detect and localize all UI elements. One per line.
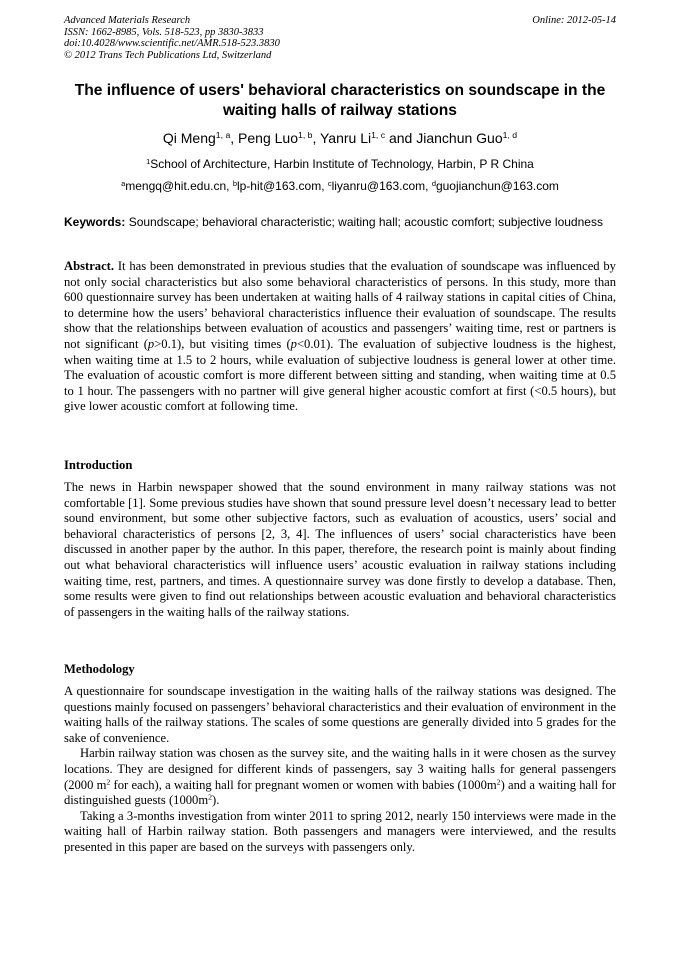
journal-header (64, 15, 616, 61)
email-list (64, 179, 616, 194)
introduction-heading: Introduction (64, 458, 133, 472)
doi-line: doi:10.4028/www.scientific.net/AMR.518-523.3830 (64, 38, 280, 49)
abstract-text-part2: >0.1), but visiting times ( (154, 336, 291, 351)
methodology-p2-c: ) and a waiting hall for distinguished guests (1000m (64, 777, 616, 808)
author-name: Peng Luo (238, 130, 298, 146)
author-affil-marker: 1, a (215, 130, 231, 141)
email-marker: c (327, 178, 332, 188)
p-symbol: p (290, 336, 297, 351)
squared-marker: 2 (208, 792, 213, 802)
affiliation-marker: 1 (146, 156, 151, 166)
author-affil-marker: 1, b (298, 130, 313, 141)
abstract-label: Abstract. (64, 259, 115, 273)
author-list (64, 129, 616, 147)
author-name: Qi Meng (162, 130, 216, 146)
introduction-paragraph: The news in Harbin newspaper showed that the sound environment in many railway stations was not comfortable [1]. Some previous studies have shown that sound pressure level doesn’t necessary lead to better sound environment, but some other subjective factors, such as evaluation of acoustics, users’ social and behavioral characteristics of persons [2, 3, 4]. The influences of users’ social characteristics have been discussed in another paper by the author. In this paper, therefore, the research point is mainly about finding out what behavioral characteristics will influence users’ acoustic evaluation in railway stations including waiting time, rest, partners, and times. A questionnaire survey was done firstly to develop a database. Then, some results were given to find out relationships between acoustic evaluation and behavioral characteristics of passengers in the waiting halls of the railway stations. (64, 480, 616, 619)
email-marker: b (232, 178, 237, 188)
email-separator: , (226, 179, 233, 193)
author-separator: , (312, 130, 320, 146)
paper-title: The influence of users' behavioral characteristics on soundscape in the waiting halls of railway stations (74, 82, 606, 119)
journal-name: Advanced Materials Research (64, 15, 191, 26)
email-separator: , (425, 179, 432, 193)
author-affil-marker: 1, d (502, 130, 518, 141)
abstract-text-part3: <0.01). The evaluation of subjective loudness is the highest, when waiting time at 1.5 to 2 hours, while evaluation of subjective loudness is general lower at other time. The evaluation of acoustic comfort is more different between sitting and standing, when waiting time at 0.5 to 1 hour. The passengers with no partner will give general higher acoustic comfort at first (<0.5 hours), but give lower acoustic comfort at following time. (64, 336, 616, 414)
email-address: lp-hit@163.com (236, 179, 322, 193)
keywords (64, 215, 616, 230)
author-name: Yanru Li (320, 130, 372, 146)
email-marker: a (121, 178, 126, 188)
author-separator: , (230, 130, 239, 146)
methodology-heading: Methodology (64, 662, 135, 676)
abstract (64, 259, 616, 415)
email-marker: d (431, 178, 436, 188)
squared-marker: 2 (496, 777, 501, 787)
methodology-paragraph-3: Taking a 3-months investigation from winter 2011 to spring 2012, nearly 150 interviews were made in the waiting hall of Harbin railway station. Both passengers and managers were interviewed, and the results presented in this paper are based on the surveys with passengers only. (64, 808, 616, 854)
methodology-p2-a: Harbin railway station was chosen as the survey site, and the waiting halls in it were chosen as the survey locations. They are designed for different kinds of passengers, say 3 waiting halls for general passengers (2000 m (64, 746, 616, 792)
keywords-label: Keywords: (64, 215, 126, 229)
methodology-body (64, 684, 616, 856)
squared-marker: 2 (106, 777, 111, 787)
abstract-text-part1: It has been demonstrated in previous studies that the evaluation of soundscape was influenced by not only social characteristics but also some behavioral characteristics of persons. In this study, more than 600 questionnaire survey has been undertaken at waiting halls of 4 railway stations in capital cities of China, to determine how the users’ behavioral characteristics influence their evaluation of soundscape. The results show that the relationships between evaluation of acoustics and passengers’ waiting time, rest or partners is not significant ( (64, 259, 616, 351)
introduction-body (64, 480, 616, 620)
methodology-paragraph-2 (64, 746, 616, 808)
issn-line: ISSN: 1662-8985, Vols. 518-523, pp 3830-3833 (64, 26, 264, 38)
email-separator: , (321, 179, 328, 193)
email-address: guojianchun@163.com (435, 179, 559, 193)
author-name: Jianchun Guo (416, 130, 503, 146)
affiliation (64, 157, 616, 172)
methodology-p2-d: ). (212, 793, 220, 808)
author-separator: and (385, 130, 417, 146)
keywords-text: Soundscape; behavioral characteristic; waiting hall; acoustic comfort; subjective loudness (128, 215, 603, 229)
email-address: mengq@hit.edu.cn (125, 179, 227, 193)
email-address: liyanru@163.com (331, 179, 426, 193)
copyright-line: © 2012 Trans Tech Publications Ltd, Switzerland (64, 49, 272, 61)
p-symbol: p (147, 336, 155, 351)
methodology-p2-b: for each), a waiting hall for pregnant women or women with babies (1000m (110, 777, 497, 792)
author-affil-marker: 1, c (371, 130, 386, 141)
methodology-paragraph-1: A questionnaire for soundscape investigation in the waiting halls of the railway stations was designed. The questions mainly focused on passengers’ behavioral characteristics and their evaluation of environment in the waiting halls of the railway stations. The scales of some questions are generally divided into 5 grades for the sake of convenience. (64, 684, 616, 745)
online-date: Online: 2012-05-14 (532, 15, 616, 26)
affiliation-text: School of Architecture, Harbin Institute of Technology, Harbin, P R China (150, 157, 534, 171)
